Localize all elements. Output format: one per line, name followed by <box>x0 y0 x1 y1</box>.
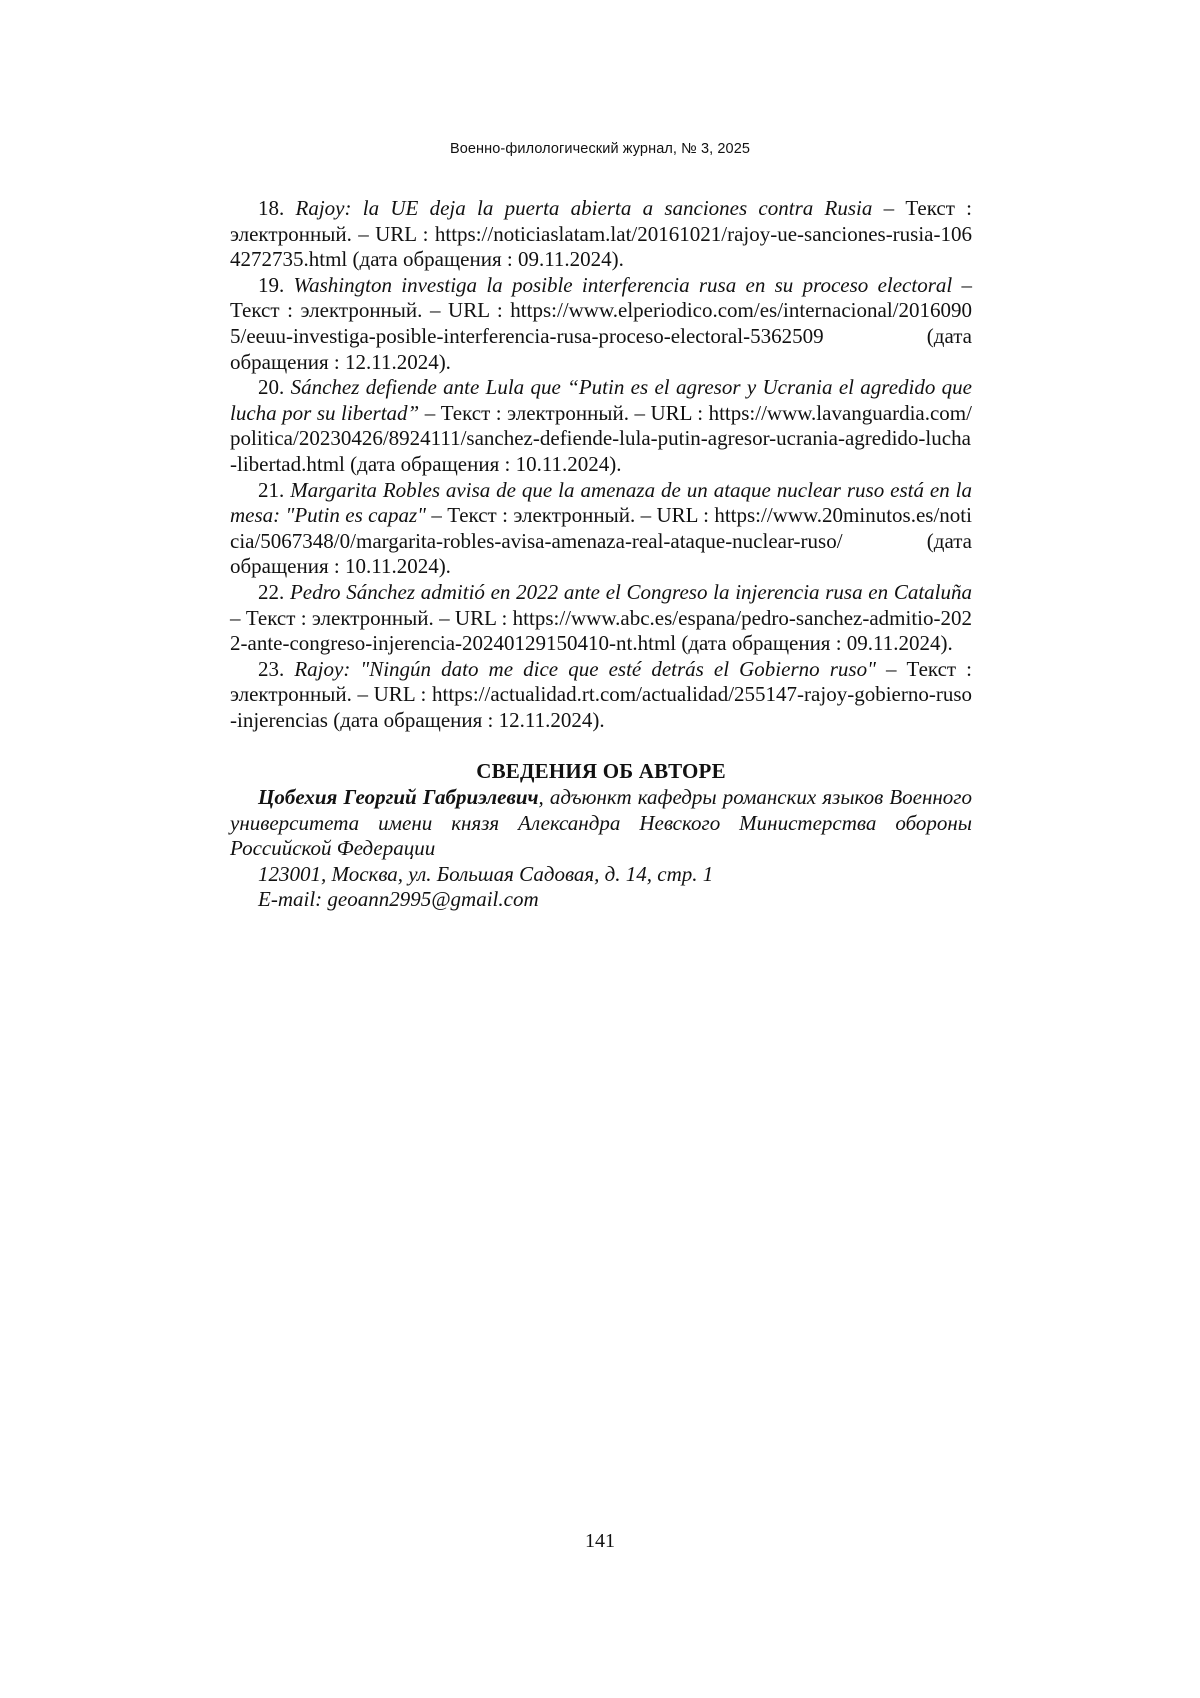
reference-url[interactable]: https://www.20minutos.es/noticia/5067348/0/margarita-robles-avisa-amenaza-real-ataque-nuclear-ruso/ <box>230 503 972 553</box>
reference-item <box>230 580 972 657</box>
reference-type: – Текст : электронный. – URL : <box>425 503 715 528</box>
reference-item <box>230 478 972 580</box>
reference-date: (дата обращения : 09.11.2024). <box>347 247 624 272</box>
reference-type: – Текст : электронный. – URL : <box>230 196 972 246</box>
reference-title: Washington investiga la posible interferencia rusa en su proceso electoral <box>293 272 953 297</box>
reference-type: – Текст : электронный. – URL : <box>230 656 972 707</box>
reference-number: 21. <box>258 477 285 502</box>
reference-number: 20. <box>258 375 285 400</box>
reference-date: (дата обращения : 12.11.2024). <box>230 323 972 374</box>
author-name: Цобехия Георгий Габриэлевич <box>258 785 539 810</box>
reference-type: – Текст : электронный. – URL : <box>230 605 513 630</box>
author-address: 123001, Москва, ул. Большая Садовая, д. 14, стр. 1 <box>258 861 714 886</box>
author-affiliation: , адъюнкт кафедры романских языков Военного университета имени князя Александра Невского Министерства обороны Российской Федерации <box>230 785 973 861</box>
reference-title: Pedro Sánchez admitió en 2022 ante el Congreso la injerencia rusa en Cataluña <box>289 579 973 604</box>
reference-title: Margarita Robles avisa de que la amenaza de un ataque nuclear ruso está en la mesa: "Putin es capaz" <box>230 477 972 528</box>
author-info <box>230 785 972 913</box>
reference-number: 23. <box>258 656 285 681</box>
author-email: E-mail: geoann2995@gmail.com <box>258 887 539 912</box>
reference-item <box>230 375 972 477</box>
reference-type: – Текст : электронный. – URL : <box>419 400 709 425</box>
reference-number: 22. <box>258 579 285 604</box>
author-section-heading: СВЕДЕНИЯ ОБ АВТОРЕ <box>476 759 726 784</box>
reference-url[interactable]: https://www.lavanguardia.com/politica/20230426/8924111/sanchez-defiende-lula-putin-agresor-ucrania-agredido-lucha-libertad.html <box>230 400 972 476</box>
page-number: 141 <box>585 1530 615 1552</box>
reference-date: (дата обращения : 10.11.2024). <box>230 528 972 579</box>
reference-url[interactable]: https://noticiaslatam.lat/20161021/rajoy-ue-sanciones-rusia-1064272735.html <box>230 221 972 272</box>
reference-number: 19. <box>258 272 285 297</box>
reference-date: (дата обращения : 10.11.2024). <box>344 451 622 476</box>
reference-date: (дата обращения : 09.11.2024). <box>676 631 953 656</box>
running-header: Военно-филологический журнал, № 3, 2025 <box>449 141 751 157</box>
reference-title: Rajoy: "Ningún dato me dice que esté detrás el Gobierno ruso" <box>294 656 876 681</box>
reference-title: Rajoy: la UE deja la puerta abierta a sanciones contra Rusia <box>295 196 873 220</box>
reference-url[interactable]: https://actualidad.rt.com/actualidad/255147-rajoy-gobierno-ruso-injerencias <box>230 682 972 732</box>
reference-date: (дата обращения : 12.11.2024). <box>327 707 605 732</box>
reference-title: Sánchez defiende ante Lula que “Putin es el agresor y Ucrania el agredido que lucha por su libertad” <box>230 375 972 425</box>
reference-type: – Текст : электронный. – URL : <box>230 272 973 323</box>
reference-url[interactable]: https://www.elperiodico.com/es/internacional/20160905/eeuu-investiga-posible-interferencia-rusa-proceso-electoral-5362509 <box>230 298 972 348</box>
reference-url[interactable]: https://www.abc.es/espana/pedro-sanchez-admitio-2022-ante-congreso-injerencia-20240129150410-nt.html <box>230 605 972 656</box>
page-body <box>230 196 972 913</box>
reference-item <box>230 196 972 273</box>
reference-number: 18. <box>258 196 285 220</box>
author-description <box>230 785 972 862</box>
reference-item <box>230 657 972 734</box>
reference-item <box>230 273 972 375</box>
